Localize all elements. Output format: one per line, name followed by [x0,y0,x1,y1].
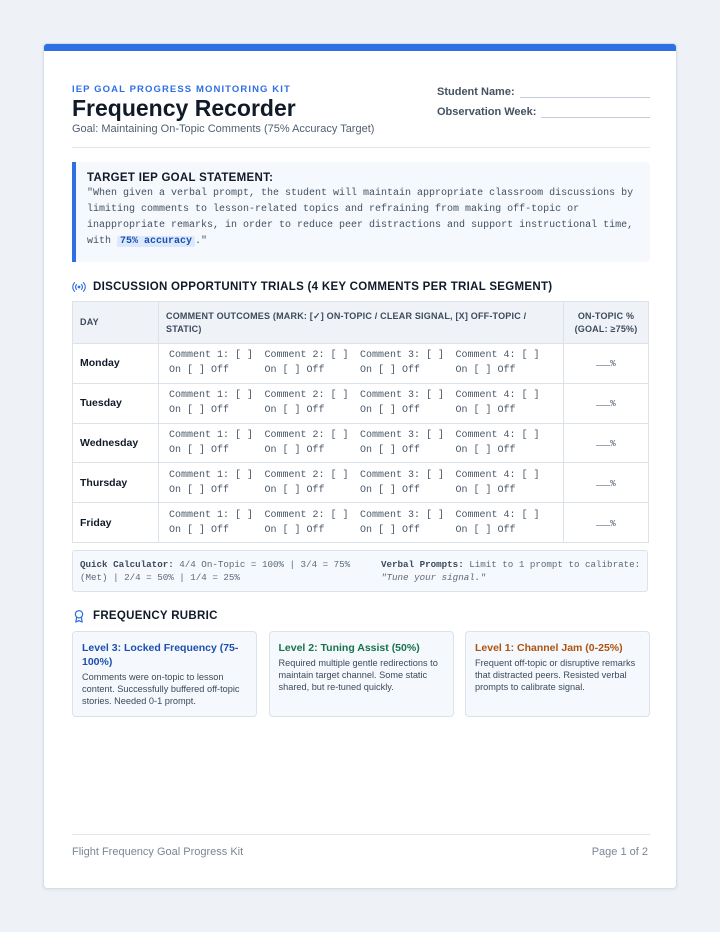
pct-suffix: % [610,438,616,449]
col-day-header: DAY [73,302,159,344]
comment-1-checkbox[interactable]: Comment 1: [ ] On [ ] Off [169,390,254,417]
on-topic-pct-cell-monday[interactable] [564,344,649,384]
goal-text-end: ." [195,236,208,247]
signal-broadcast-icon [72,280,86,294]
student-name-line[interactable] [520,86,650,98]
col-outcomes-header: COMMENT OUTCOMES (MARK: [✓] ON-TOPIC / CLEAR SIGNAL, [X] OFF-TOPIC / STATIC) [159,302,564,344]
pct-blank-line[interactable] [596,437,610,446]
trials-section-title [72,280,552,294]
verbal-prompts-desc: Limit to 1 prompt to calibrate: [463,559,641,570]
rubric-level-1-title: Level 1: Channel Jam (0-25%) [475,642,623,654]
comment-3-checkbox[interactable]: Comment 3: [ ] On [ ] Off [360,429,445,456]
worksheet-page [43,43,677,889]
verbal-prompts-text [381,558,643,584]
outcomes-cell-friday [159,503,564,543]
goal-statement-heading: TARGET IEP GOAL STATEMENT: [87,172,274,184]
comment-3-checkbox[interactable]: Comment 3: [ ] On [ ] Off [360,469,445,496]
pct-blank-line[interactable] [596,357,610,366]
comment-grid [169,388,563,418]
rubric-level-1-card [465,631,650,717]
pct-suffix: % [610,359,616,370]
rubric-title-text: FREQUENCY RUBRIC [93,610,218,622]
table-row [73,463,649,503]
comment-2-checkbox[interactable]: Comment 2: [ ] On [ ] Off [264,469,349,496]
outcomes-cell-tuesday [159,383,564,423]
on-topic-pct-cell-thursday[interactable] [564,463,649,503]
calculator-values: 4/4 On-Topic = 100% | 3/4 = 75% (Met) | 2/4 = 50% | 1/4 = 25% [80,559,351,583]
observation-week-line[interactable] [541,106,650,118]
comment-1-checkbox[interactable]: Comment 1: [ ] On [ ] Off [169,469,254,496]
goal-statement-box [72,162,650,262]
day-cell-thursday: Thursday [73,463,159,503]
rubric-level-2-desc: Required multiple gentle redirections to maintain target channel. Some static shared, but re-tuned quickly. [278,658,438,692]
day-cell-friday: Friday [73,503,159,543]
award-ribbon-icon [72,609,86,623]
kit-label: IEP GOAL PROGRESS MONITORING KIT [72,84,291,95]
goal-subtitle: Goal: Maintaining On-Topic Comments (75% Accuracy Target) [72,123,375,135]
goal-statement-text [87,186,638,250]
rubric-level-3-card [72,631,257,717]
pct-suffix: % [610,518,616,529]
footer-divider [72,834,650,835]
comment-1-checkbox[interactable]: Comment 1: [ ] On [ ] Off [169,350,254,377]
table-row [73,383,649,423]
on-topic-pct-cell-wednesday[interactable] [564,423,649,463]
footer-page-number: Page 1 of 2 [591,846,648,858]
comment-grid [169,468,563,498]
comment-grid [169,508,563,538]
rubric-level-1-desc: Frequent off-topic or disruptive remarks that distracted peers. Resisted verbal prompts to calibrate signal. [475,658,636,692]
outcomes-cell-wednesday [159,423,564,463]
table-row [73,344,649,384]
trials-header-row [73,302,649,344]
footer-kit-name: Flight Frequency Goal Progress Kit [72,846,244,858]
table-row [73,503,649,543]
observation-week-label: Observation Week: [437,106,537,118]
trials-title-text: DISCUSSION OPPORTUNITY TRIALS (4 KEY COMMENTS PER TRIAL SEGMENT) [93,281,553,293]
rubric-level-2-title: Level 2: Tuning Assist (50%) [278,642,420,654]
comment-grid [169,428,563,458]
goal-accuracy-highlight: 75% accuracy [117,236,195,247]
page-header [72,78,650,148]
pct-suffix: % [610,478,616,489]
rubric-cards [72,631,650,717]
on-topic-pct-cell-tuesday[interactable] [564,383,649,423]
pct-blank-line[interactable] [596,397,610,406]
comment-3-checkbox[interactable]: Comment 3: [ ] On [ ] Off [360,390,445,417]
student-name-field [437,78,650,98]
day-cell-wednesday: Wednesday [73,423,159,463]
quick-calculator-box [72,550,648,592]
pct-blank-line[interactable] [596,517,610,526]
rubric-section-title [72,609,218,623]
page-title: Frequency Recorder [72,95,296,121]
pct-blank-line[interactable] [596,477,610,486]
calculator-label: Quick Calculator: [80,559,174,570]
table-row [73,423,649,463]
comment-4-checkbox[interactable]: Comment 4: [ ] On [ ] Off [455,469,540,496]
comment-4-checkbox[interactable]: Comment 4: [ ] On [ ] Off [455,509,540,536]
student-fields [437,78,650,118]
comment-4-checkbox[interactable]: Comment 4: [ ] On [ ] Off [455,429,540,456]
comment-4-checkbox[interactable]: Comment 4: [ ] On [ ] Off [455,350,540,377]
comment-grid [169,348,563,378]
accent-top-bar [44,44,676,51]
verbal-prompt-quote: "Tune your signal." [381,572,486,583]
pct-suffix: % [610,399,616,410]
rubric-level-3-title: Level 3: Locked Frequency (75-100%) [82,642,239,668]
comment-3-checkbox[interactable]: Comment 3: [ ] On [ ] Off [360,509,445,536]
comment-2-checkbox[interactable]: Comment 2: [ ] On [ ] Off [264,429,349,456]
comment-4-checkbox[interactable]: Comment 4: [ ] On [ ] Off [455,390,540,417]
student-name-label: Student Name: [437,86,515,98]
calculator-text [80,558,382,584]
col-pct-header: ON-TOPIC % (GOAL: ≥75%) [564,302,649,344]
rubric-level-2-card [269,631,454,717]
comment-2-checkbox[interactable]: Comment 2: [ ] On [ ] Off [264,350,349,377]
verbal-prompts-label: Verbal Prompts: [381,559,464,570]
header-divider [72,147,650,148]
day-cell-monday: Monday [73,344,159,384]
on-topic-pct-cell-friday[interactable] [564,503,649,543]
trials-table [72,301,649,543]
observation-week-field [437,98,650,118]
comment-3-checkbox[interactable]: Comment 3: [ ] On [ ] Off [360,350,445,377]
comment-2-checkbox[interactable]: Comment 2: [ ] On [ ] Off [264,509,349,536]
comment-1-checkbox[interactable]: Comment 1: [ ] On [ ] Off [169,429,254,456]
comment-2-checkbox[interactable]: Comment 2: [ ] On [ ] Off [264,390,349,417]
goal-text-body: "When given a verbal prompt, the student will maintain appropriate classroom discussions by limiting comments to lesson-related topics and refraining from making off-topic or inappropriate remarks, in order to reduce peer distractions and support instructional time, with [87,188,634,247]
outcomes-cell-thursday [159,463,564,503]
comment-1-checkbox[interactable]: Comment 1: [ ] On [ ] Off [169,509,254,536]
day-cell-tuesday: Tuesday [73,383,159,423]
outcomes-cell-monday [159,344,564,384]
rubric-level-3-desc: Comments were on-topic to lesson content. Successfully buffered off-topic stories. Needed 0-1 prompt. [82,672,240,706]
